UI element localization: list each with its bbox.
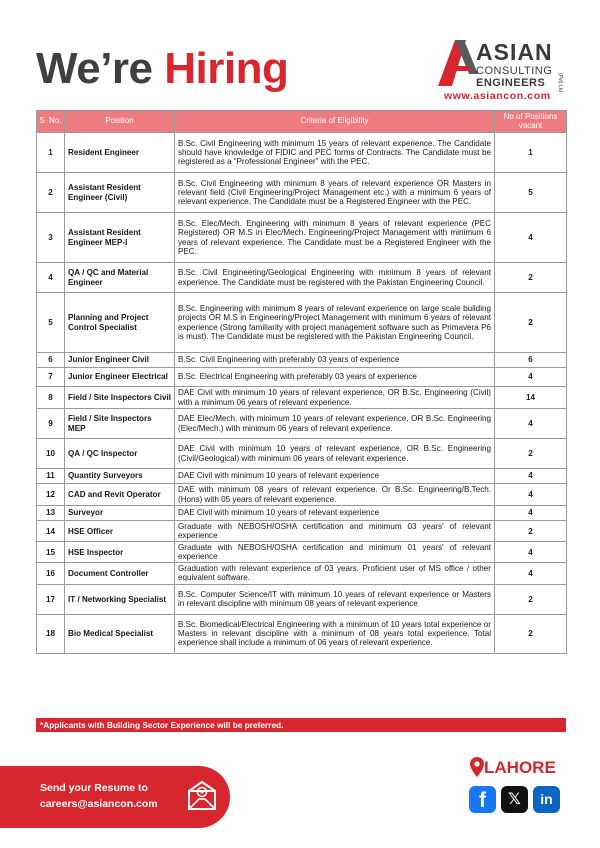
cell-criteria: Graduate with NEBOSH/OSHA certification and minimum 03 years' of relevant experience: [175, 521, 495, 542]
city-label: [468, 758, 556, 778]
send-resume-label: Send your Resume to: [40, 782, 148, 794]
logo-line2: CONSULTING: [476, 65, 553, 77]
cell-criteria: B.Sc. Elec/Mech. Engineering with minimum 8 years of relevant experience (PEC Registered) OR M.S in Elec/Mech. Engineering/Project Management with minimum 6 years of relevant experience. The Candidate must be a Registered Engineer with the PEC.: [175, 213, 495, 263]
cell-vacant: 4: [495, 542, 567, 563]
headline-part2: Hiring: [164, 44, 289, 93]
page-headline: [36, 44, 288, 94]
cell-position: IT / Networking Specialist: [65, 584, 175, 614]
cell-sno: 16: [37, 563, 65, 584]
cell-position: QA / QC Inspector: [65, 439, 175, 469]
cell-criteria: B.Sc. Civil Engineering/Geological Engineering with minimum 8 years of relevant experience. The Candidate must be registered with the Pakistan Engineering Council.: [175, 263, 495, 293]
cell-criteria: DAE with minimum 08 years of relevant experience. Or B.Sc. Engineering/B.Tech. (Hons) with 05 years of relevant experience.: [175, 484, 495, 506]
cell-sno: 8: [37, 387, 65, 409]
cell-position: Assistant Resident Engineer MEP-I: [65, 213, 175, 263]
table-row: [37, 353, 567, 368]
cell-position: Field / Site Inspectors MEP: [65, 409, 175, 439]
cell-sno: 11: [37, 469, 65, 484]
cell-sno: 6: [37, 353, 65, 368]
cell-sno: 4: [37, 263, 65, 293]
cell-sno: 12: [37, 484, 65, 506]
careers-email-link[interactable]: careers@asiancon.com: [40, 798, 158, 810]
logo-line3: ENGINEERS: [476, 77, 546, 89]
table-header-row: [37, 111, 567, 133]
cell-sno: 7: [37, 368, 65, 387]
cell-position: HSE Inspector: [65, 542, 175, 563]
cell-position: HSE Officer: [65, 521, 175, 542]
headline-part1: We’re: [36, 44, 165, 93]
cell-position: Document Controller: [65, 563, 175, 584]
cell-sno: 2: [37, 173, 65, 213]
cell-sno: 14: [37, 521, 65, 542]
table-row: [37, 173, 567, 213]
cell-position: Assistant Resident Engineer (Civil): [65, 173, 175, 213]
cell-vacant: 4: [495, 409, 567, 439]
cell-criteria: B.Sc. Computer Science/IT with minimum 10 years of relevant experience or Masters in relevant discipline with minimum 08 years of relevant experience: [175, 584, 495, 614]
cell-criteria: DAE Elec/Mech. with minimum 10 years of relevant experience, OR B.Sc. Engineering (Elec/Mech.) with minimum 06 years of relevant experience.: [175, 409, 495, 439]
cell-criteria: B.Sc. Engineering with minimum 8 years of relevant experience on large scale building projects OR M.S in Engineering/Project Management with minimum 6 years of relevant experience (Strong familiarity with project management software such as Primavera P6 is must). The Candidate must be registered with the Pakistan Engineering Council.: [175, 293, 495, 353]
preference-note: *Applicants with Building Sector Experience will be preferred.: [36, 718, 566, 732]
cell-sno: 5: [37, 293, 65, 353]
table-row: [37, 133, 567, 173]
cell-vacant: 4: [495, 469, 567, 484]
cell-vacant: 2: [495, 584, 567, 614]
cell-vacant: 2: [495, 263, 567, 293]
logo-url: www.asiancon.com: [444, 90, 551, 102]
city-name: LAHORE: [484, 758, 556, 777]
cell-position: QA / QC and Material Engineer: [65, 263, 175, 293]
cell-criteria: B.Sc. Biomedical/Electrical Engineering with a minimum of 10 years total experience or Masters in relevant discipline with a minimum of 08 years total experience. Total experience shall include a minimum of 06 years of relevant experience.: [175, 614, 495, 653]
cell-vacant: 4: [495, 484, 567, 506]
cell-position: Resident Engineer: [65, 133, 175, 173]
linkedin-icon[interactable]: in: [533, 786, 560, 813]
cell-vacant: 4: [495, 368, 567, 387]
header-sno: S. No.: [37, 111, 65, 133]
table-row: [37, 439, 567, 469]
table-row: [37, 506, 567, 521]
table-row: [37, 521, 567, 542]
jobs-table: [36, 110, 567, 654]
header-vacant: No of Positions vacant: [495, 111, 567, 133]
table-row: [37, 213, 567, 263]
cell-sno: 3: [37, 213, 65, 263]
cell-position: Planning and Project Control Specialist: [65, 293, 175, 353]
table-row: [37, 469, 567, 484]
company-logo: [436, 40, 571, 102]
table-row: [37, 563, 567, 584]
facebook-icon[interactable]: f: [469, 786, 496, 813]
cell-vacant: 2: [495, 521, 567, 542]
table-row: [37, 409, 567, 439]
table-row: [37, 368, 567, 387]
cell-vacant: 1: [495, 133, 567, 173]
logo-line1: ASIAN: [476, 39, 553, 65]
cell-criteria: Graduation with relevant experience of 03 years. Proficient user of MS office / other equivalent software.: [175, 563, 495, 584]
cell-vacant: 4: [495, 213, 567, 263]
cell-position: Bio Medical Specialist: [65, 614, 175, 653]
header-criteria: Criteria of Eligibility: [175, 111, 495, 133]
cell-sno: 9: [37, 409, 65, 439]
table-row: [37, 614, 567, 653]
cell-criteria: B.Sc. Civil Engineering with minimum 8 years of relevant experience OR Masters in relevant field (Civil Engineering/Project Management etc.) with a minimum 6 years of relevant experience. The Candidate must be a Registered Engineer with the PEC.: [175, 173, 495, 213]
cell-sno: 1: [37, 133, 65, 173]
table-row: [37, 584, 567, 614]
cell-vacant: 14: [495, 387, 567, 409]
cell-vacant: 6: [495, 353, 567, 368]
table-row: [37, 484, 567, 506]
cell-vacant: 4: [495, 563, 567, 584]
cell-sno: 10: [37, 439, 65, 469]
x-icon[interactable]: 𝕏: [501, 786, 528, 813]
cell-criteria: DAE Civil with minimum 10 years of relevant experience: [175, 506, 495, 521]
cell-vacant: 5: [495, 173, 567, 213]
cell-position: Junior Engineer Electrical: [65, 368, 175, 387]
cell-criteria: DAE Civil with minimum 10 years of relevant experience, OR B.Sc. Engineering (Civil) with a minimum 06 years of relevant experience.: [175, 387, 495, 409]
asian-a-logo-mark-icon: [438, 40, 478, 86]
cell-criteria: DAE Civil with minimum 10 years of relevant experience: [175, 469, 495, 484]
cell-sno: 18: [37, 614, 65, 653]
cell-position: CAD and Revit Operator: [65, 484, 175, 506]
cell-vacant: 2: [495, 614, 567, 653]
cell-criteria: B.Sc. Civil Engineering with minimum 15 years of relevant experience. The Candidate should have knowledge of FIDIC and PEC forms of Contracts. The Candidate must be registered as a “Professional Engineer” with the PEC.: [175, 133, 495, 173]
cell-criteria: DAE Civil with minimum 10 years of relevant experience, OR B.Sc. Engineering (Civil/Geological) with minimum 06 years of relevant experience.: [175, 439, 495, 469]
logo-suffix: (Pvt) Ltd: [557, 73, 563, 92]
cell-sno: 13: [37, 506, 65, 521]
cell-vacant: 2: [495, 293, 567, 353]
cell-position: Field / Site Inspectors Civil: [65, 387, 175, 409]
table-row: [37, 263, 567, 293]
table-row: [37, 387, 567, 409]
cell-criteria: B.Sc. Civil Engineering with preferably 03 years of experience: [175, 353, 495, 368]
cell-position: Quantity Surveyors: [65, 469, 175, 484]
header-position: Position: [65, 111, 175, 133]
envelope-at-icon: [188, 778, 216, 810]
cell-sno: 15: [37, 542, 65, 563]
table-row: [37, 542, 567, 563]
cell-position: Junior Engineer Civil: [65, 353, 175, 368]
cell-criteria: B.Sc. Electrical Engineering with preferably 03 years of experience: [175, 368, 495, 387]
cell-vacant: 2: [495, 439, 567, 469]
cell-sno: 17: [37, 584, 65, 614]
table-row: [37, 293, 567, 353]
cell-criteria: Graduate with NEBOSH/OSHA certification and minimum 01 years' of relevant experience: [175, 542, 495, 563]
cell-position: Surveyor: [65, 506, 175, 521]
cell-vacant: 4: [495, 506, 567, 521]
